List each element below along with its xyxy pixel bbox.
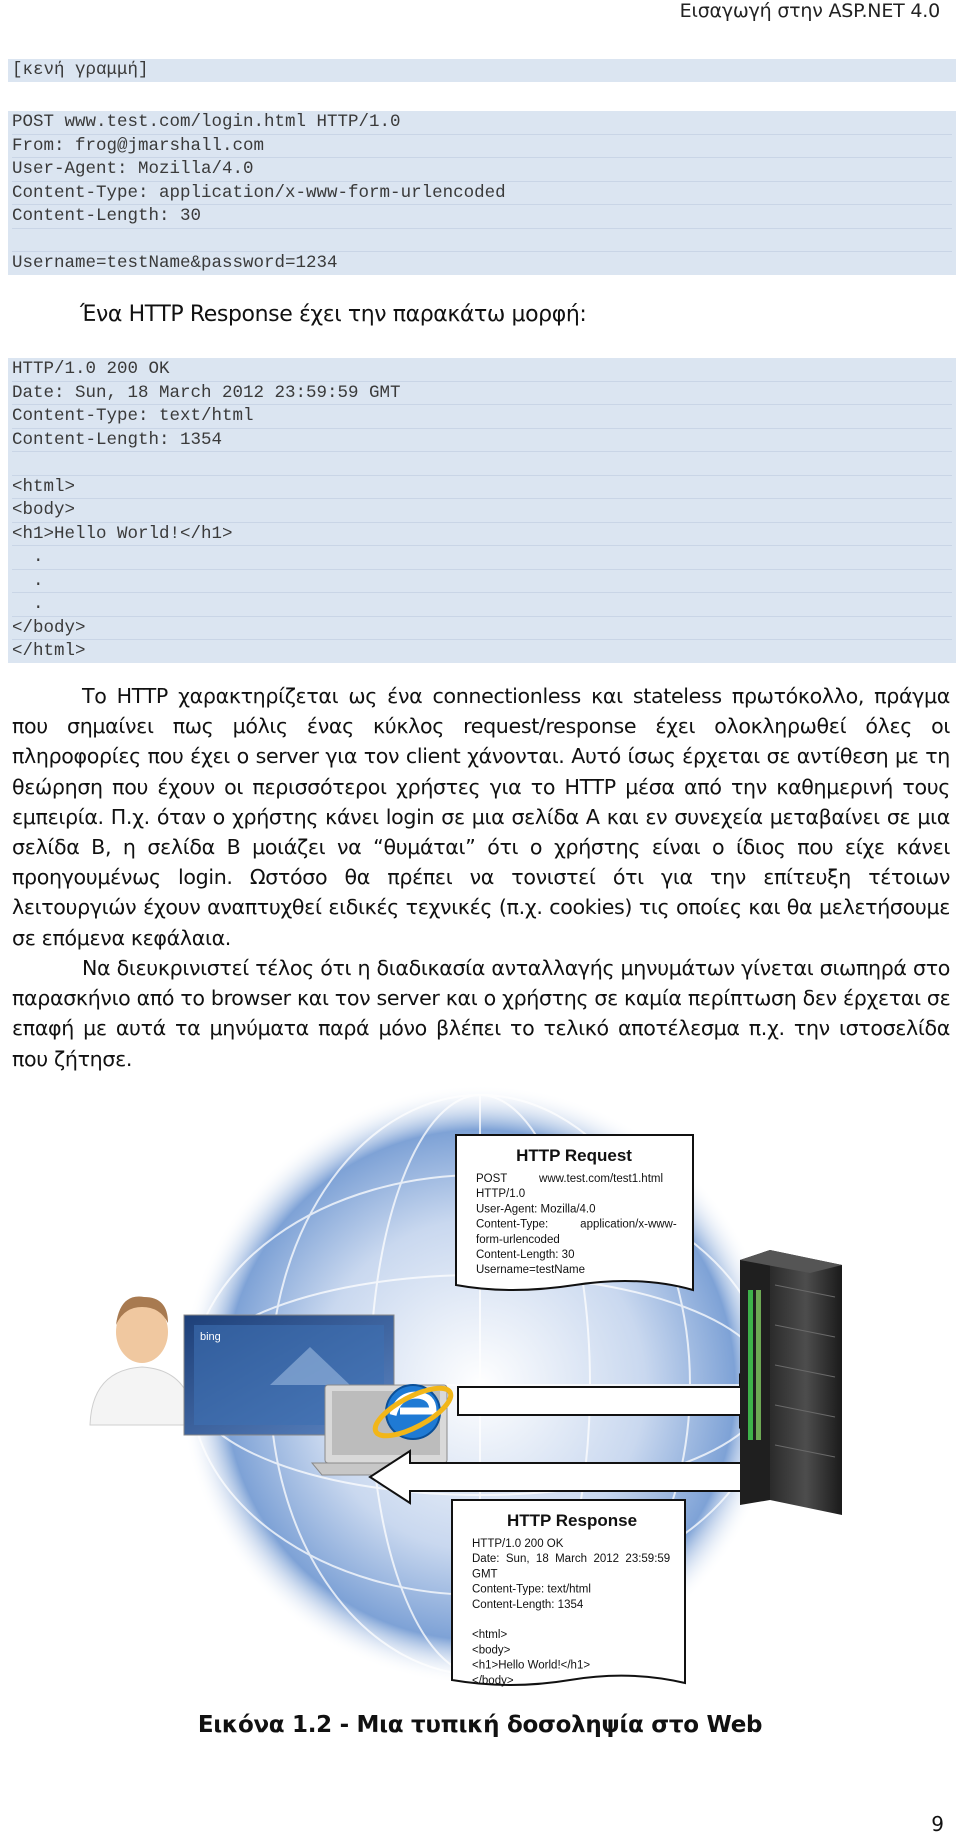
figure-doc-line: Content-Length: 1354 [472,1598,584,1611]
http-response-title: HTTP Response [506,1511,638,1530]
paragraph1-line: σελίδα B, η σελίδα B μοιάζει να “θυμάται” ότι ο χρήστης είναι ο ίδιος που είχε κάνει [12,834,950,859]
code-block-http-request [8,111,956,275]
running-head: Εισαγωγή στην ASP.NET 4.0 [679,0,940,22]
code-block-http-response [8,358,956,663]
figure-doc-line: Content-Length: 30 [476,1249,575,1261]
paragraph2-line: Να διευκρινιστεί τέλος ότι η διαδικασία ανταλλαγής μηνυμάτων γίνεται σιωπηρά στο [82,956,950,980]
paragraph2-line: παρασκήνιο από το browser και τον server και ο χρήστης σε καμία περίπτωση δεν έρχεται σε [12,986,951,1011]
paragraph2-line: επαφή με αυτά τα μηνύματα παρά μόνο βλέπει το τελικό αποτέλεσμα π.χ. την ιστοσελίδα [12,1016,950,1041]
paragraph1-line: θεώρηση που έχουν οι περισσότεροι χρήστες για το HTTP μέσα από την καθημερινή τους [12,774,950,799]
paragraph-stateless [12,681,950,953]
response-block-line: <html> [12,476,952,500]
response-block-line: </html> [12,641,86,661]
figure-doc-line: Content-Type: text/html [472,1583,591,1596]
figure-caption: Εικόνα 1.2 - Μια τυπική δοσοληψία στο Web [197,1712,763,1738]
figure-doc-line: Content-Type: application/x-www- [476,1218,677,1231]
response-block-line: Content-Length: 1354 [12,429,952,453]
request-block-line: Content-Type: application/x-www-form-urlencoded [12,182,952,206]
request-block-line: User-Agent: Mozilla/4.0 [12,158,952,182]
figure-doc-line: GMT [472,1568,498,1581]
response-block-line: Content-Type: text/html [12,405,952,429]
paragraph1-line: προηγουμένως login. Ωστόσο θα πρέπει να τονιστεί ότι για την επίτευξη τέτοιων [12,865,950,890]
server-icon [740,1250,842,1515]
figure-doc-line: <html> [472,1629,508,1642]
figure-doc-line: form-urlencoded [476,1233,560,1246]
paragraph1-line: Το HTTP χαρακτηρίζεται ως ένα connectionless και stateless πρωτόκολλο, πράγμα [82,684,950,708]
http-request-title: HTTP Request [516,1146,632,1165]
request-block-line: POST www.test.com/login.html HTTP/1.0 [12,111,952,135]
figure-doc-line: HTTP/1.0 [476,1188,526,1201]
figure-doc-line: User-Agent: Mozilla/4.0 [476,1203,596,1216]
response-block-line: . [12,546,952,570]
figure-doc-line: <h1>Hello World!</h1> [472,1659,591,1672]
response-block-line: HTTP/1.0 200 OK [12,358,952,382]
response-block-line: </body> [12,617,952,641]
paragraph1-line: λειτουργιών έχουν αναπτυχθεί ειδικές τεχνικές (π.χ. cookies) τις οποίες και θα μελετήσουμε [12,895,950,920]
response-block-line: . [12,593,952,617]
response-block-line: . [12,570,952,594]
paragraph1-line: που σημαίνει πως μόλις ένας κύκλος request/response έχει ολοκληρωθεί όλες οι [12,714,950,739]
paragraph1-line: πληροφορίες που έχει ο server για τον client χάνονται. Αυτό ίσως έρχεται σε αντίθεση με τη [12,744,950,769]
figure-doc-line: POST www.test.com/test1.html [476,1173,664,1185]
response-block-line: <h1>Hello World!</h1> [12,523,952,547]
response-block-line: Date: Sun, 18 March 2012 23:59:59 GMT [12,382,952,406]
figure-doc-line: </body> [472,1674,514,1687]
code-block-blank-line [8,59,956,82]
response-intro-text: Ένα HTTP Response έχει την παρακάτω μορφή: [80,302,587,327]
page-number: 9 [931,1812,944,1836]
figure-http-transaction [80,1085,880,1695]
paragraph2-line: που ζήτησε. [12,1046,133,1071]
figure-doc-line: Username=testName [476,1264,585,1277]
request-block-line: From: frog@jmarshall.com [12,135,952,159]
figure-doc-line: <body> [472,1644,511,1657]
request-block-line: Username=testName&password=1234 [12,253,338,273]
request-block-line [12,229,952,253]
user-person-icon [90,1297,194,1425]
screen-logo: bing [200,1331,221,1343]
figure-doc-line: HTTP/1.0 200 OK [472,1538,564,1550]
request-block-line: Content-Length: 30 [12,205,952,229]
paragraph1-line: εμπειρία. Π.χ. όταν ο χρήστης κάνει login σε μια σελίδα A και εν συνεχεία μεταβαίνει σε μια [12,804,950,829]
paragraph-background-exchange [12,953,950,1074]
blank-line-block-line: [κενή γραμμή] [12,60,149,80]
paragraph1-line: σε επόμενα κεφάλαια. [12,925,231,950]
figure-doc-line: Date: Sun, 18 March 2012 23:59:59 [472,1553,671,1566]
response-block-line [12,452,952,476]
response-block-line: <body> [12,499,952,523]
